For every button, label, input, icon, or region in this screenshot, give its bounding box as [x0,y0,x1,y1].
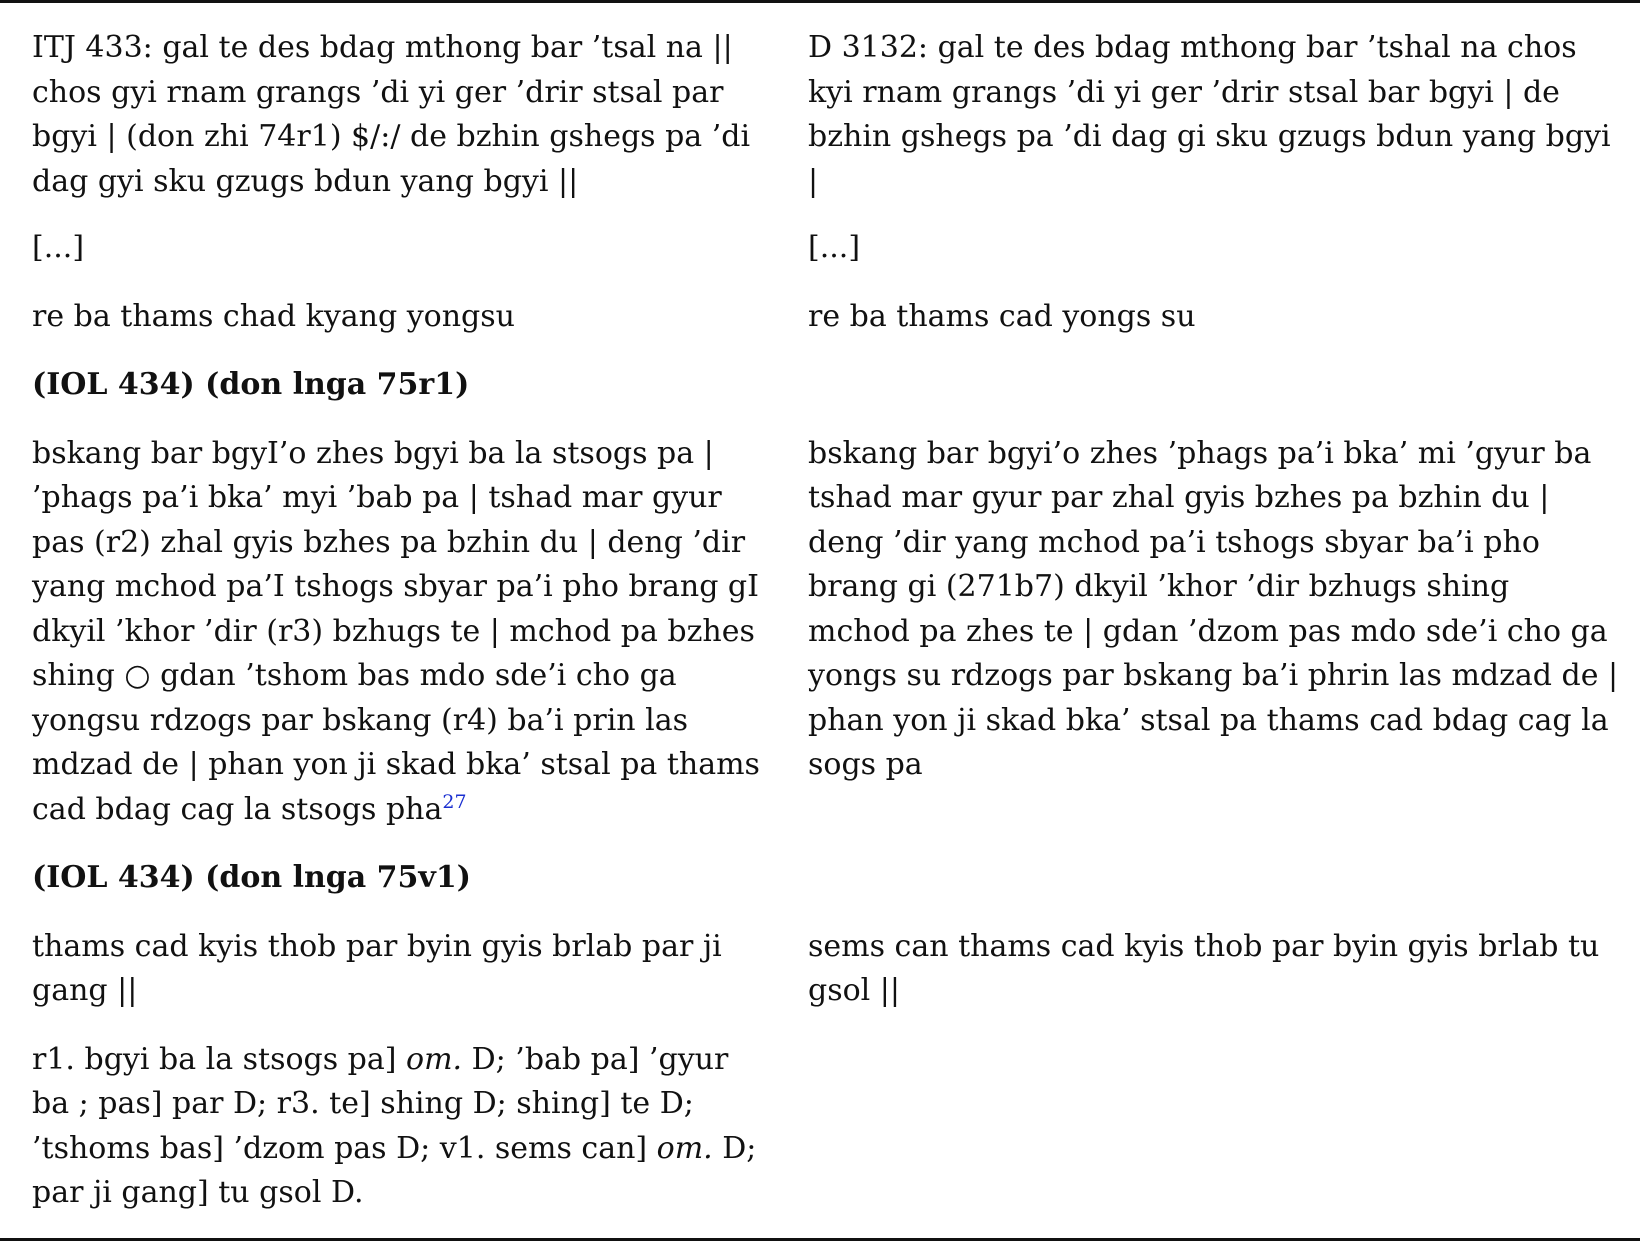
table-row [0,226,1640,295]
cell-text: re ba thams cad yongs su [808,298,1196,334]
apparatus-seg-0: r1. bgyi ba la stsogs pa] [32,1041,407,1077]
cell-text: sems can thams cad kyis thob par byin gyis brlab tu gsol || [808,928,1600,1008]
apparatus-seg-1: om. [406,1041,463,1077]
section-heading: (IOL 434) (don lnga 75r1) [32,367,470,402]
cell-text: thams cad kyis thob par byin gyis brlab par ji gang || [32,928,722,1008]
right-cell [776,432,1640,857]
left-cell [0,432,776,857]
right-cell [776,226,1640,295]
left-cell [0,363,776,432]
cell-text: [...] [32,230,85,265]
cell-text: bskang bar bgyi’o zhes ’phags pa’i bka’ mi ’gyur ba tshad mar gyur par zhal gyis bzhes pa bzhin du | deng ’dir yang mchod pa’i tshogs sbyar ba’i pho brang gi (271b7) dkyil ’khor ’dir bzhugs shing mchod pa zhes te | gdan ’dzom pas mdo sde’i cho ga yongs su rdzogs par bskang ba’i phrin las mdzad de | phan yon ji skad bka’ stsal pa thams cad bdag cag la sogs pa [808,435,1619,782]
cell-text: bskang bar bgyI’o zhes bgyi ba la stsogs pa | ’phags pa’i bka’ myi ’bab pa | tshad mar gyur pas (r2) zhal gyis bzhes pa bzhin du | deng ’dir yang mchod pa’I tshogs sbyar pa’i pho brang gI dkyil ’khor ’dir (r3) bzhugs te | mchod pa bzhes shing ○ gdan ’tshom bas mdo sde’i cho ga yongsu rdzogs par bskang (r4) ba’i prin las mdzad de | phan yon ji skad bka’ stsal pa thams cad bdag cag la stsogs pha [32,435,760,827]
table-row [0,3,1640,226]
right-cell [776,3,1640,226]
left-cell [0,1038,776,1216]
parallel-text-table [0,3,1640,1216]
right-cell [776,295,1640,364]
apparatus-seg-4: D; par ji gang] tu gsol D. [32,1130,757,1210]
cell-text: re ba thams chad kyang yongsu [32,298,515,334]
table-row [0,1038,1640,1216]
right-cell [776,1038,1640,1216]
left-cell [0,856,776,925]
left-cell [0,295,776,364]
table-row [0,432,1640,857]
apparatus-seg-3: om. [656,1130,713,1166]
right-cell [776,925,1640,1038]
table-row [0,363,1640,432]
right-cell [776,363,1640,432]
cell-text: ITJ 433: gal te des bdag mthong bar ’tsal na || chos gyi rnam grangs ’di yi ger ’drir stsal par bgyi | (don zhi 74r1) $/:/ de bzhin gshegs pa ’di dag gyi sku gzugs bdun yang bgyi || [32,30,760,199]
apparatus-seg-2: D; ’bab pa] ’gyur ba ; pas] par D; r3. te] shing D; shing] te D; ’tshoms bas] ’dzom pas D; v1. sems can] [32,1041,729,1166]
right-cell [776,856,1640,925]
table-row [0,925,1640,1038]
left-cell [0,3,776,226]
left-cell [0,226,776,295]
table-row [0,295,1640,364]
footnote-link[interactable]: 27 [442,790,467,813]
cell-text: D 3132: gal te des bdag mthong bar ’tshal na chos kyi rnam grangs ’di yi ger ’drir stsal bar bgyi | de bzhin gshegs pa ’di dag gi sku gzugs bdun yang bgyi | [808,30,1621,199]
table-row [0,856,1640,925]
left-cell [0,925,776,1038]
section-heading: (IOL 434) (don lnga 75v1) [32,860,471,895]
cell-text: [...] [808,230,861,265]
